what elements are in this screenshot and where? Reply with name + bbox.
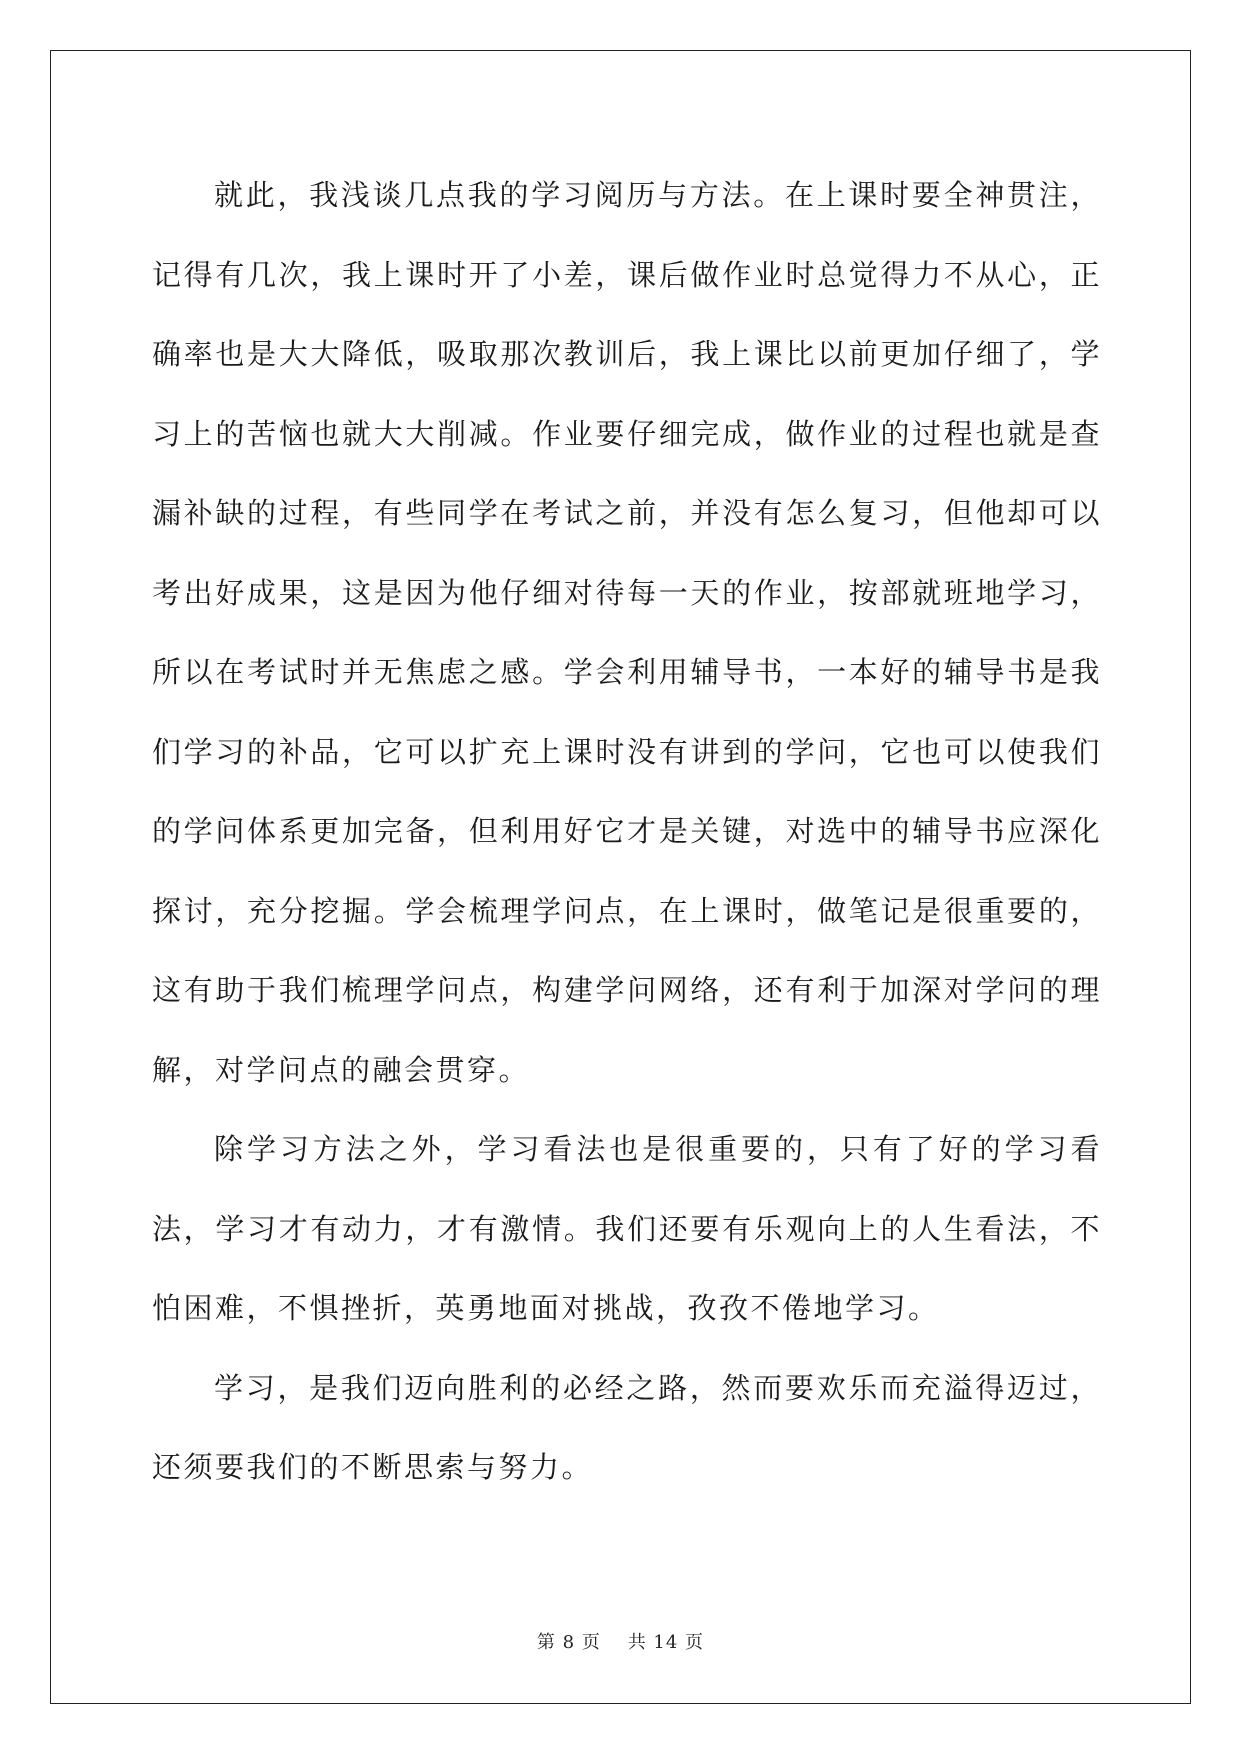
document-body xyxy=(152,156,1102,1508)
page-footer xyxy=(0,1628,1241,1654)
paragraph-3: 学习，是我们迈向胜利的必经之路，然而要欢乐而充溢得迈过，还须要我们的不断思索与努力。 xyxy=(152,1370,1102,1484)
page-number-label: 第 8 页 共 14 页 xyxy=(536,1632,705,1653)
paragraph-1: 就此，我浅谈几点我的学习阅历与方法。在上课时要全神贯注，记得有几次，我上课时开了小差，课后做作业时总觉得力不从心，正确率也是大大降低，吸取那次教训后，我上课比以前更加仔细了，学习上的苦恼也就大大削减。作业要仔细完成，做作业的过程也就是查漏补缺的过程，有些同学在考试之前，并没有怎么复习，但他却可以考出好成果，这是因为他仔细对待每一天的作业，按部就班地学习，所以在考试时并无焦虑之感。学会利用辅导书，一本好的辅导书是我们学习的补品，它可以扩充上课时没有讲到的学问，它也可以使我们的学问体系更加完备，但利用好它才是关键，对选中的辅导书应深化探讨，充分挖掘。学会梳理学问点，在上课时，做笔记是很重要的，这有助于我们梳理学问点，构建学问网络，还有利于加深对学问的理解，对学问点的融会贯穿。 xyxy=(152,178,1102,1087)
paragraph-2: 除学习方法之外，学习看法也是很重要的，只有了好的学习看法，学习才有动力，才有激情。我们还要有乐观向上的人生看法，不怕困难，不惧挫折，英勇地面对挑战，孜孜不倦地学习。 xyxy=(152,1132,1102,1325)
